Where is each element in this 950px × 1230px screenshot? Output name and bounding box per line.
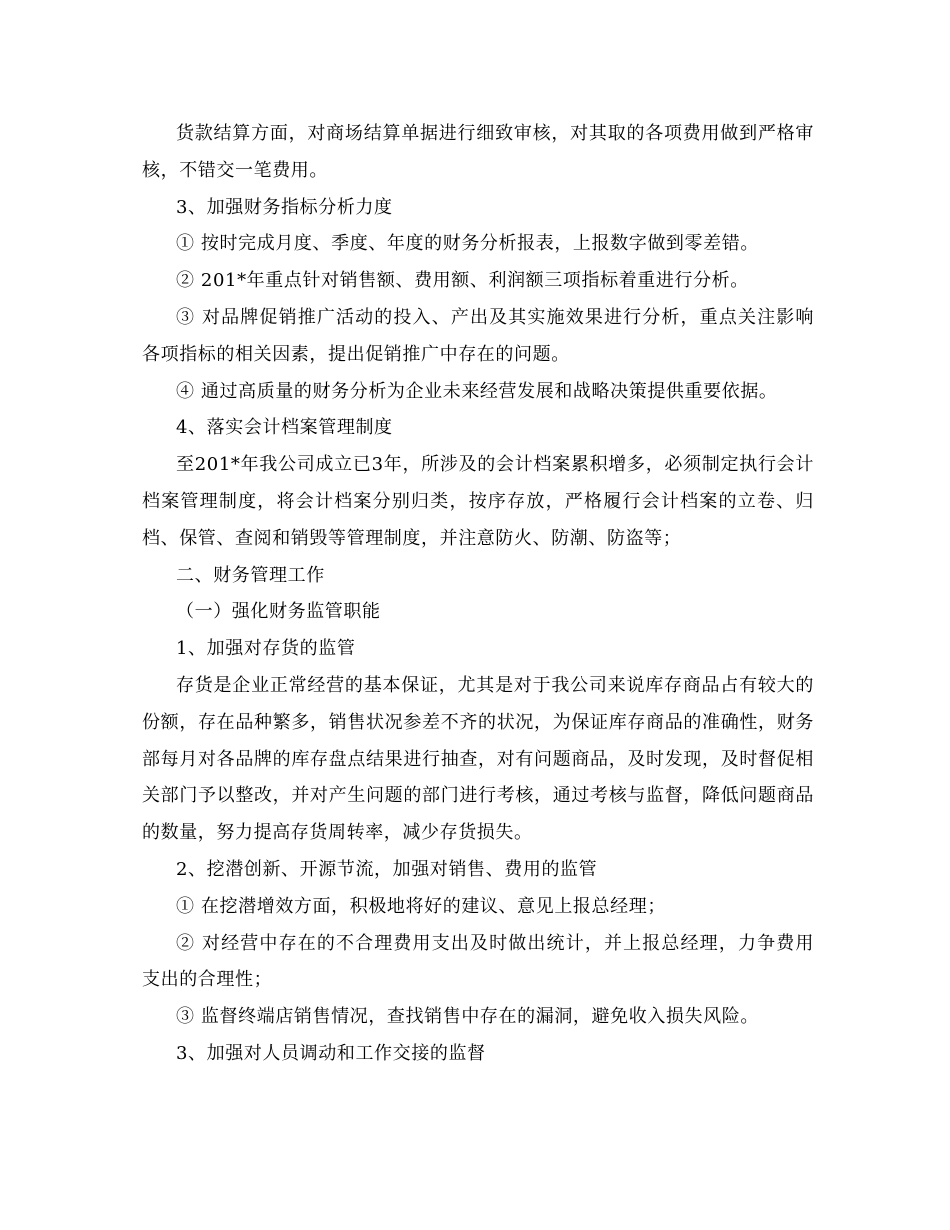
list-item-unreasonable-expenses: ② 对经营中存在的不合理费用支出及时做出统计，并上报总经理，力争费用支出的合理性；	[142, 932, 814, 991]
heading-sales-expense-supervision: 2、挖潜创新、开源节流，加强对销售、费用的监管	[176, 858, 598, 880]
paragraph-archives: 至201*年我公司成立已3年，所涉及的会计档案累积增多，必须制定执行会计档案管理制度，将会计档案分别归类，按序存放，严格履行会计档案的立卷、归档、保管、查阅和销毁等管理制度，并注意防火、防潮、防盗等；	[142, 454, 814, 549]
list-item-terminal-sales: ③ 监督终端店销售情况，查找销售中存在的漏洞，避免收入损失风险。	[176, 1006, 759, 1028]
heading-personnel-transfer: 3、加强对人员调动和工作交接的监督	[176, 1042, 486, 1064]
list-item-key-indicators: ② 201*年重点针对销售额、费用额、利润额三项指标着重进行分析。	[176, 270, 749, 292]
heading-financial-indicator-analysis: 3、加强财务指标分析力度	[176, 196, 393, 218]
document-body	[142, 116, 814, 1073]
heading-inventory-supervision: 1、加强对存货的监管	[176, 638, 356, 660]
list-item-suggestions: ① 在挖潜增效方面，积极地将好的建议、意见上报总经理；	[176, 895, 666, 917]
paragraph-inventory: 存货是企业正常经营的基本保证，尤其是对于我公司来说库存商品占有较大的份额，存在品种繁多，销售状况参差不齐的状况，为保证库存商品的准确性，财务部每月对各品牌的库存盘点结果进行抽查，对有问题商品，及时发现，及时督促相关部门予以整改，并对产生问题的部门进行考核，通过考核与监督，降低问题商品的数量，努力提高存货周转率，减少存货损失。	[142, 674, 814, 844]
heading-accounting-archives: 4、落实会计档案管理制度	[176, 417, 393, 439]
heading-financial-management: 二、财务管理工作	[176, 564, 325, 586]
heading-strengthen-supervision: （一）强化财务监管职能	[176, 601, 381, 623]
list-item-decision-support: ④ 通过高质量的财务分析为企业未来经营发展和战略决策提供重要依据。	[176, 380, 778, 402]
list-item-promotion-analysis: ③ 对品牌促销推广活动的投入、产出及其实施效果进行分析，重点关注影响各项指标的相关因素，提出促销推广中存在的问题。	[142, 306, 814, 365]
paragraph-settlement: 货款结算方面，对商场结算单据进行细致审核，对其取的各项费用做到严格审核，不错交一笔费用。	[142, 123, 814, 181]
list-item-monthly-reports: ① 按时完成月度、季度、年度的财务分析报表，上报数字做到零差错。	[176, 233, 759, 255]
